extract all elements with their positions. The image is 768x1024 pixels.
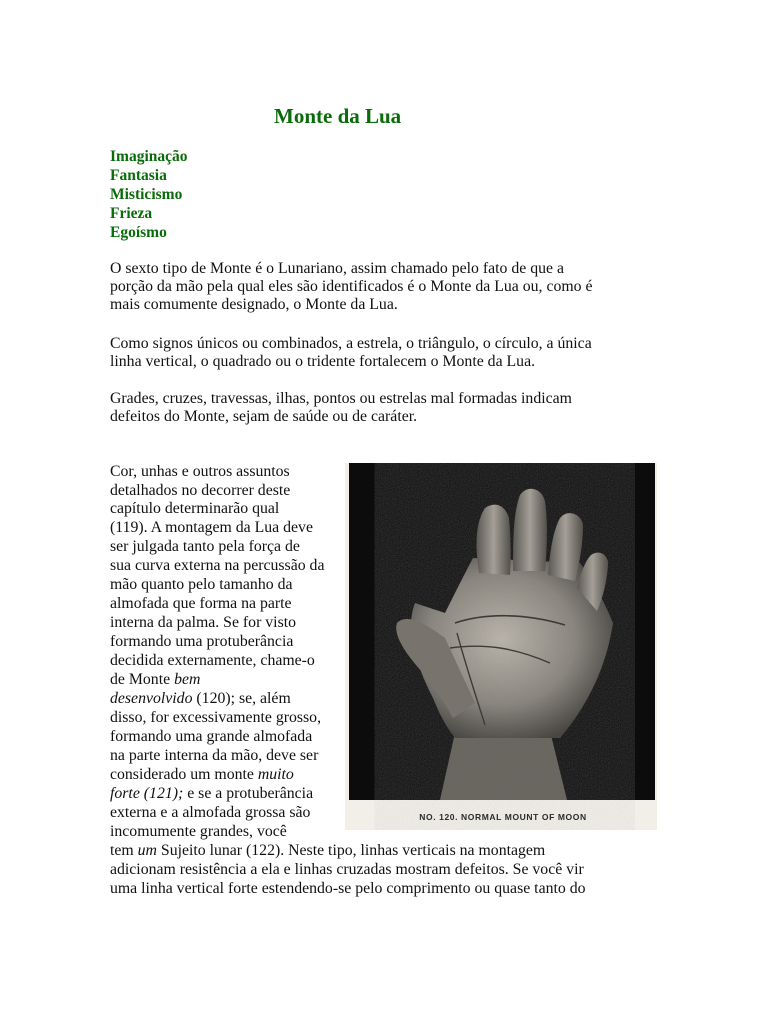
text-line: interna da palma. Se for visto [110,614,296,631]
text-segment: Sujeito lunar (122). Neste tipo, linhas verticais na montagem [156,842,546,859]
keyword-misticismo: Misticismo [110,186,183,203]
text-line: formando uma grande almofada [110,728,313,745]
text-line: detalhados no decorrer deste [110,482,291,499]
text-line: sua curva externa na percussão da [110,557,325,574]
text-line [110,841,545,861]
page-title: Monte da Lua [274,104,402,128]
paragraph-1-line: porção da mão pela qual eles são identificados é o Monte da Lua ou, como é [110,278,593,295]
text-line: uma linha vertical forte estendendo-se pelo comprimento ou quase tanto do [110,880,586,897]
text-line: incomumente grandes, você [110,823,287,840]
text-line: formando uma protuberância [110,633,294,650]
text-line [110,689,291,709]
paragraph-2-line: Como signos únicos ou combinados, a estrela, o triângulo, o círculo, a única [110,335,592,352]
hand-photograph [345,463,657,830]
text-line: disso, for excessivamente grosso, [110,709,322,726]
text-segment: tem [110,842,138,859]
paragraph-2-line: linha vertical, o quadrado ou o tridente fortalecem o Monte da Lua. [110,353,536,370]
text-line: almofada que forma na parte [110,595,292,612]
paragraph-3-line: Grades, cruzes, travessas, ilhas, pontos ou estrelas mal formadas indicam [110,390,572,407]
text-line: ser julgada tanto pela força de [110,538,300,555]
text-line: externa e a almofada grossa são [110,804,311,821]
text-line: Cor, unhas e outros assuntos [110,463,290,480]
text-segment: e se a protuberância [183,785,314,802]
keyword-egoismo: Egoísmo [110,224,167,241]
text-line [110,670,200,690]
italic-term: muito [257,766,294,783]
italic-term: desenvolvido [110,690,193,707]
paragraph-3-line: defeitos do Monte, sejam de saúde ou de caráter. [110,408,418,425]
text-line: decidida externamente, chame-o [110,652,315,669]
hand-illustration [345,463,657,830]
text-line: na parte interna da mão, deve ser [110,747,319,764]
text-line: mão quanto pelo tamanho da [110,576,293,593]
text-line [110,765,294,785]
paragraph-1-line: O sexto tipo de Monte é o Lunariano, assim chamado pelo fato de que a [110,260,565,277]
photo-caption: NO. 120. NORMAL MOUNT OF MOON [419,812,587,822]
text-line: adicionam resistência a ela e linhas cruzadas mostram defeitos. Se você vir [110,861,584,878]
keyword-frieza: Frieza [110,205,153,222]
italic-term: um [137,842,157,859]
text-segment: de Monte [110,671,175,688]
italic-term: forte (121); [110,785,184,802]
keyword-fantasia: Fantasia [110,167,167,184]
keyword-imaginacao: Imaginação [110,148,188,165]
text-line: (119). A montagem da Lua deve [110,519,313,536]
paragraph-1-line: mais comumente designado, o Monte da Lua. [110,296,398,313]
italic-term: bem [174,671,201,688]
text-segment: considerado um monte [110,766,258,783]
text-line: capítulo determinarão qual [110,500,280,517]
text-line [110,784,313,804]
text-segment: (120); se, além [192,690,291,707]
